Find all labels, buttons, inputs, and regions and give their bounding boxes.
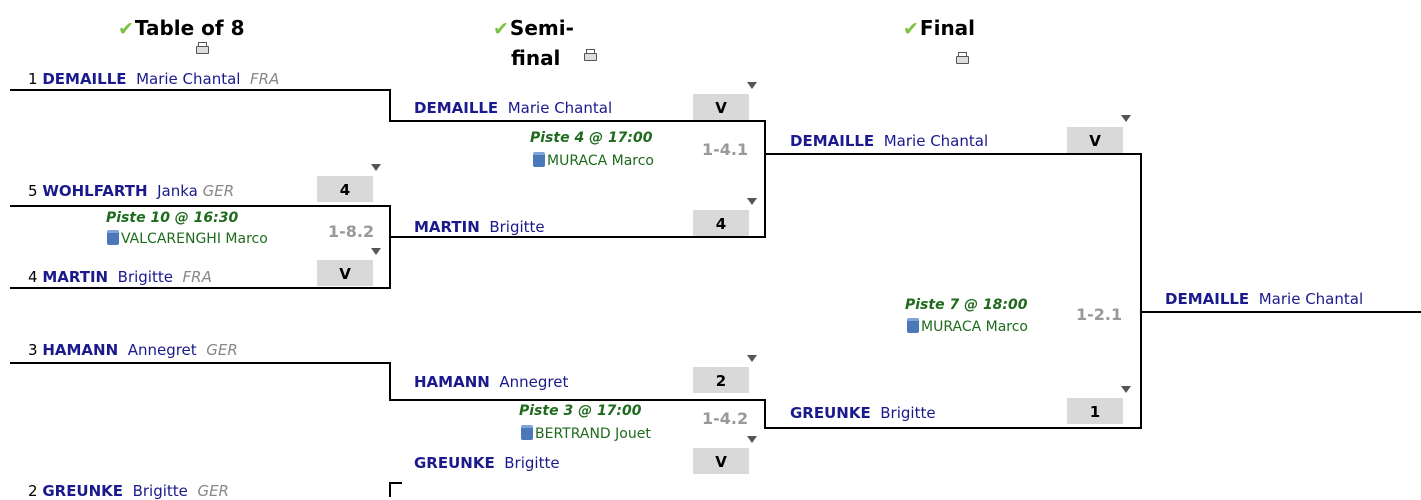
- referee[interactable]: MURACA Marco: [907, 318, 1028, 336]
- bout-id: 1-8.2: [328, 222, 375, 241]
- score-box[interactable]: V: [693, 94, 749, 120]
- score-box[interactable]: V: [1067, 127, 1123, 153]
- entrant-row[interactable]: GREUNKE Brigitte: [414, 454, 560, 472]
- entrant-row[interactable]: DEMAILLE Marie Chantal: [790, 132, 989, 150]
- dropdown-arrow-icon[interactable]: [371, 248, 381, 255]
- bracket-line: [764, 427, 1142, 429]
- score-box[interactable]: V: [317, 260, 373, 286]
- dropdown-arrow-icon[interactable]: [1121, 115, 1131, 122]
- entrant-row[interactable]: DEMAILLE Marie Chantal: [414, 99, 613, 117]
- referee-icon: [907, 318, 919, 333]
- score-box[interactable]: 4: [693, 210, 749, 236]
- bracket-line: [389, 205, 391, 289]
- print-icon[interactable]: [196, 42, 208, 54]
- round-title-semi-final: ✔Semi-: [493, 16, 574, 40]
- dropdown-arrow-icon[interactable]: [747, 436, 757, 443]
- round-title-final: ✔Final: [903, 16, 976, 40]
- bout-id: 1-4.2: [702, 409, 749, 428]
- referee[interactable]: MURACA Marco: [533, 152, 654, 170]
- entrant-row[interactable]: MARTIN Brigitte: [414, 218, 545, 236]
- piste-time: Piste 3 @ 17:00: [519, 403, 642, 419]
- bracket-line: [389, 482, 402, 484]
- bracket-line: [389, 236, 766, 238]
- bracket-line: [10, 205, 391, 207]
- piste-time: Piste 7 @ 18:00: [905, 297, 1028, 313]
- dropdown-arrow-icon[interactable]: [747, 198, 757, 205]
- dropdown-arrow-icon[interactable]: [747, 355, 757, 362]
- bracket-line: [10, 287, 391, 289]
- bracket-line: [10, 362, 391, 364]
- bout-id: 1-2.1: [1076, 305, 1123, 324]
- dropdown-arrow-icon[interactable]: [1121, 386, 1131, 393]
- referee-icon: [533, 152, 545, 167]
- bracket-line: [389, 120, 766, 122]
- bracket-line: [389, 399, 766, 401]
- referee[interactable]: BERTRAND Jouet: [521, 425, 651, 443]
- checkmark-icon: ✔: [118, 18, 134, 40]
- bracket-line: [389, 362, 391, 401]
- piste-time: Piste 10 @ 16:30: [106, 210, 239, 226]
- bracket-line: [764, 399, 766, 429]
- bracket-line: [764, 120, 766, 238]
- referee-icon: [521, 425, 533, 440]
- bracket-line: [10, 89, 391, 91]
- winner-row[interactable]: DEMAILLE Marie Chantal: [1165, 290, 1364, 308]
- bracket-line: [389, 484, 391, 497]
- bout-id: 1-4.1: [702, 140, 749, 159]
- referee[interactable]: VALCARENGHI Marco: [107, 230, 268, 248]
- score-box[interactable]: 4: [317, 176, 373, 202]
- checkmark-icon: ✔: [903, 18, 919, 40]
- entrant-row[interactable]: 5 WOHLFARTH Janka GER: [28, 182, 235, 200]
- entrant-row[interactable]: GREUNKE Brigitte: [790, 404, 936, 422]
- entrant-row[interactable]: HAMANN Annegret: [414, 373, 569, 391]
- round-title-semi-final-line2: final: [511, 46, 561, 70]
- entrant-row[interactable]: 1 DEMAILLE Marie Chantal FRA: [28, 70, 280, 88]
- bracket-line: [389, 89, 391, 122]
- score-box[interactable]: 2: [693, 367, 749, 393]
- dropdown-arrow-icon[interactable]: [371, 164, 381, 171]
- print-icon[interactable]: [956, 52, 968, 64]
- entrant-row[interactable]: 2 GREUNKE Brigitte GER: [28, 482, 229, 500]
- score-box[interactable]: 1: [1067, 398, 1123, 424]
- print-icon[interactable]: [584, 49, 596, 61]
- dropdown-arrow-icon[interactable]: [747, 82, 757, 89]
- round-title-table-of-8: ✔Table of 8: [118, 16, 245, 40]
- referee-icon: [107, 230, 119, 245]
- bracket-line: [764, 153, 1142, 155]
- piste-time: Piste 4 @ 17:00: [530, 130, 653, 146]
- entrant-row[interactable]: 3 HAMANN Annegret GER: [28, 341, 238, 359]
- entrant-row[interactable]: 4 MARTIN Brigitte FRA: [28, 268, 212, 286]
- checkmark-icon: ✔: [493, 18, 509, 40]
- bracket-line: [1140, 153, 1142, 429]
- score-box[interactable]: V: [693, 448, 749, 474]
- bracket-line: [1140, 311, 1421, 313]
